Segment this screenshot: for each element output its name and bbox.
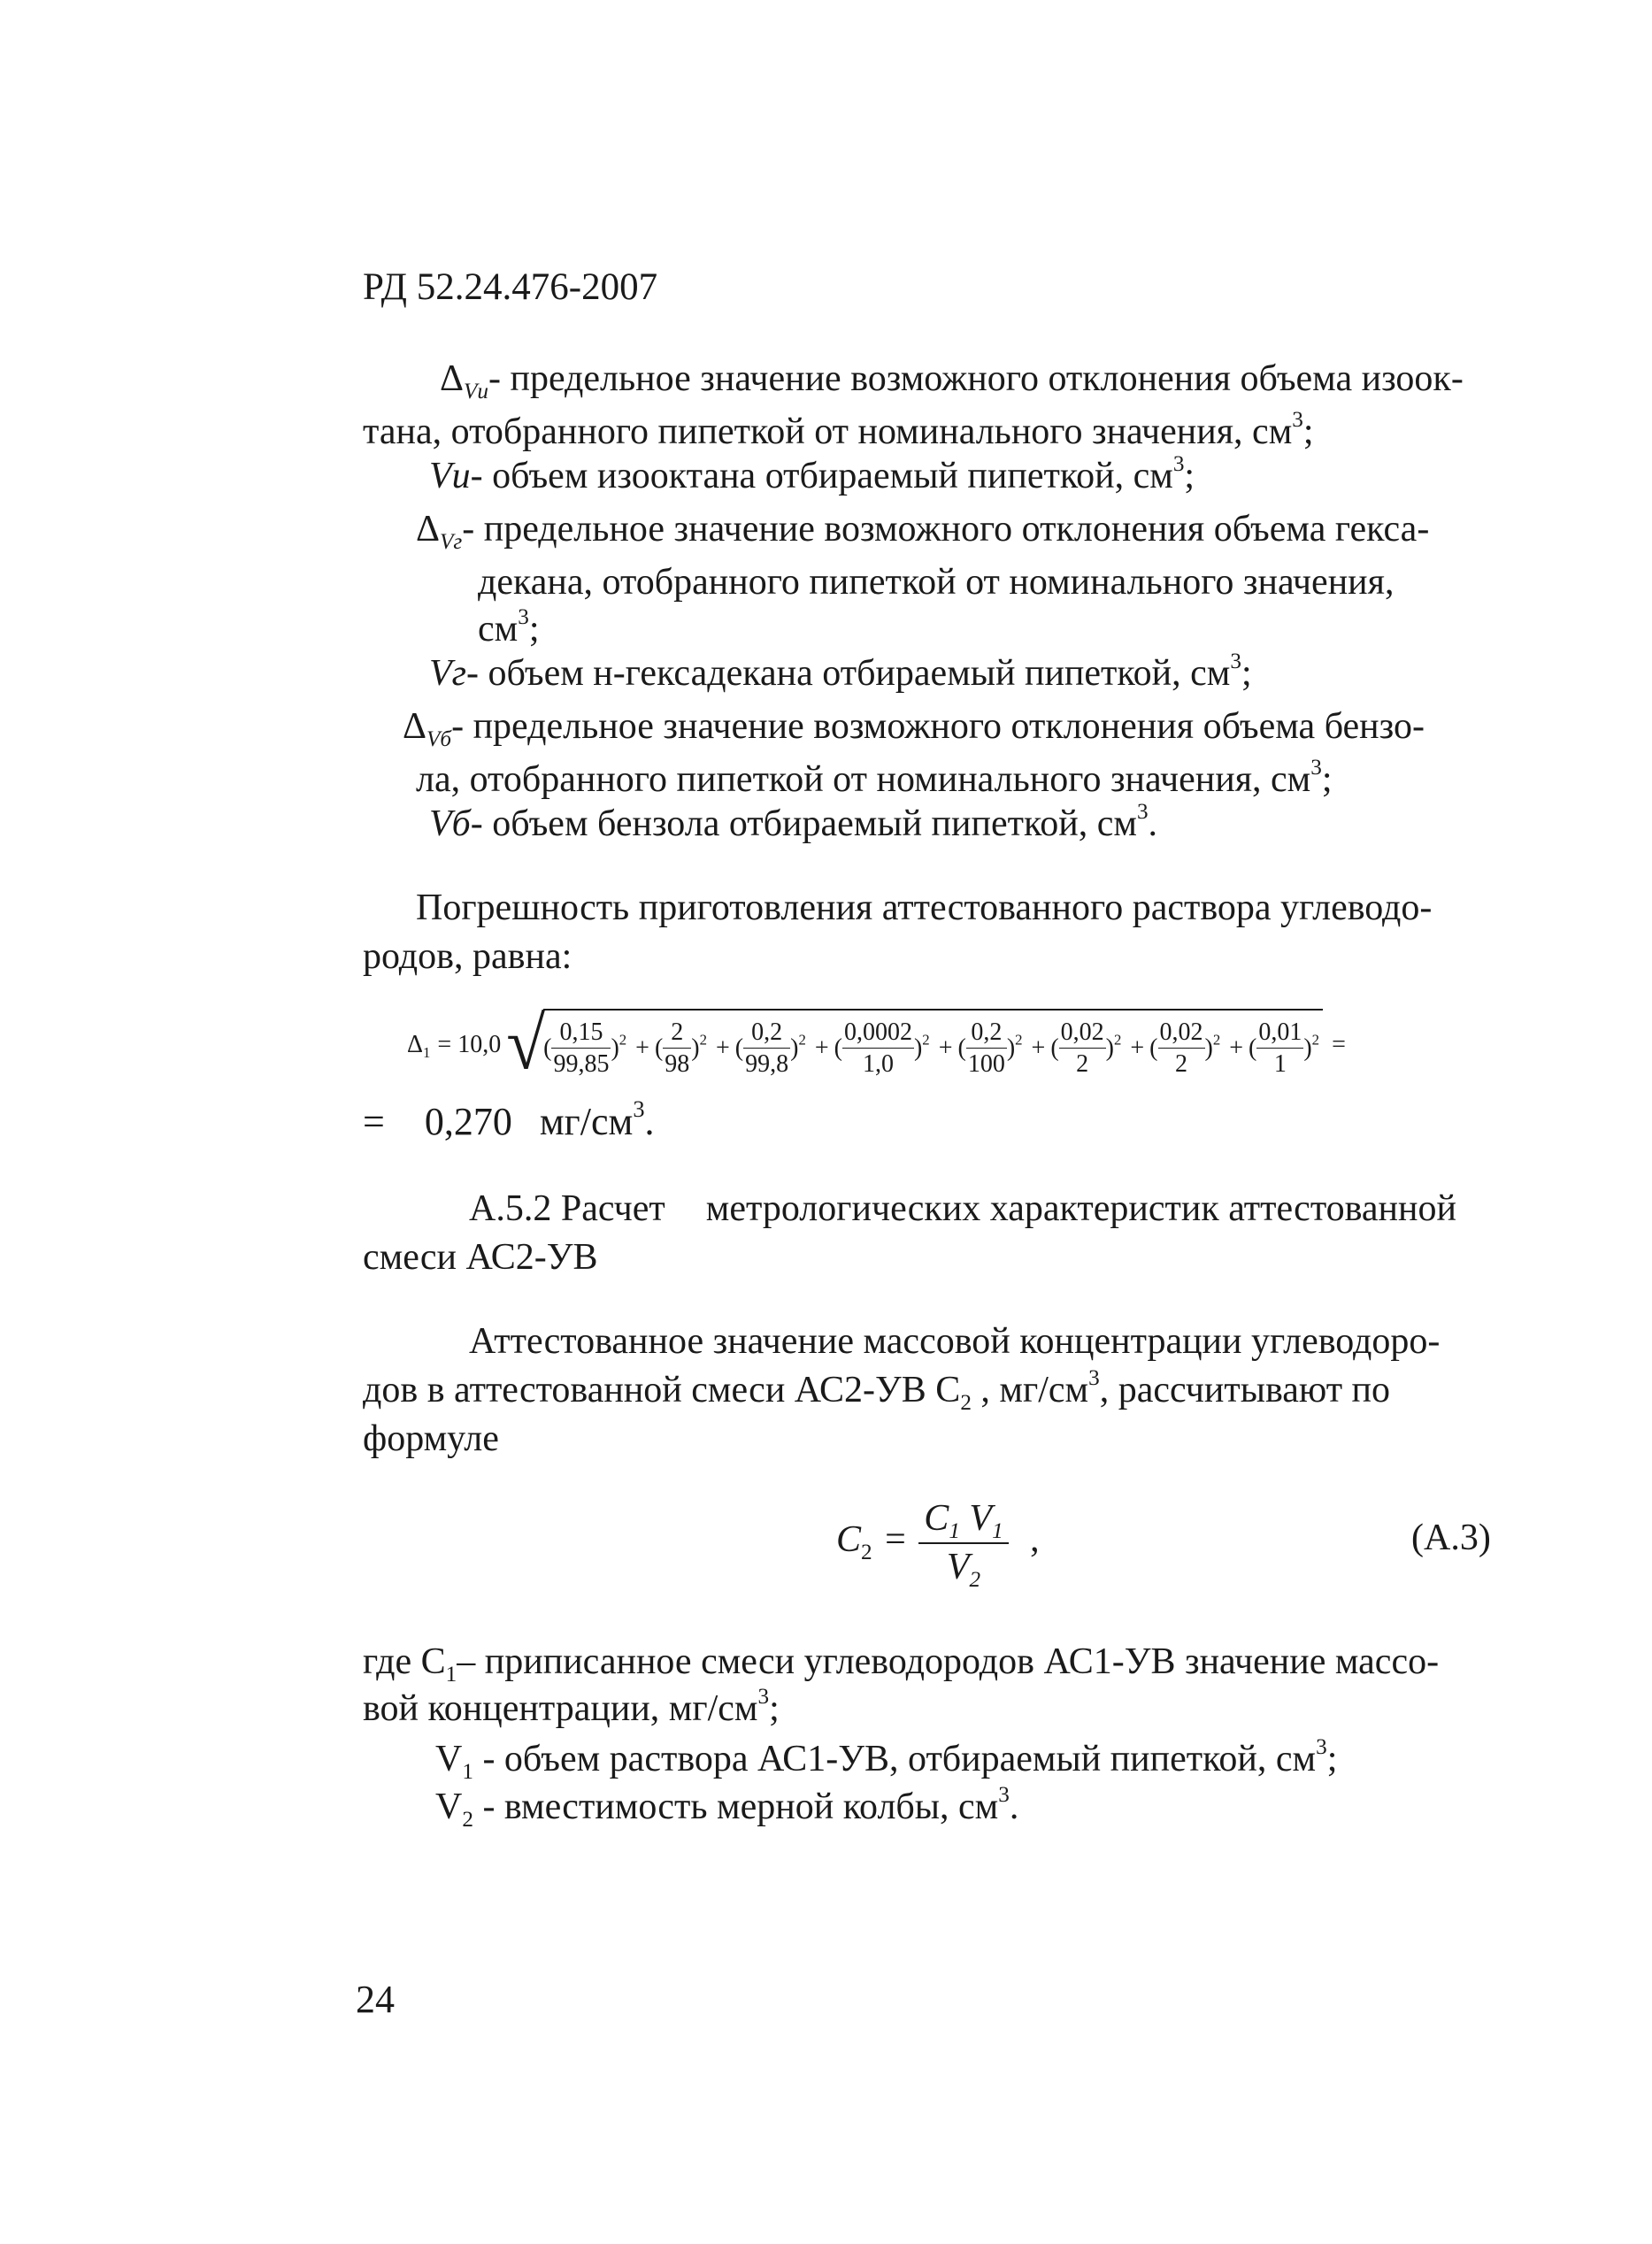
fraction-numerator: 0,2 <box>966 1017 1007 1049</box>
page-number: 24 <box>356 1978 395 2021</box>
definition-vg: Vг- объем н-гексадекана отбираемый пипеткой, $см^3$; <box>429 649 1252 694</box>
error-intro-line2: родов, равна: <box>363 936 572 977</box>
radicand-term: + ( $\frac{0,0002}{1,0}$ )$^2$ <box>814 1018 930 1078</box>
paragraph-concentration-line1: Аттестованное значение массовой концентрации углеводоро- <box>469 1321 1441 1362</box>
section-heading-line2: смеси АС2-УВ <box>363 1237 598 1278</box>
fraction-denominator: 98 <box>665 1049 690 1078</box>
fraction-denominator: 2 <box>1076 1049 1089 1078</box>
fraction-numerator: 0,0002 <box>842 1017 914 1049</box>
document-header: РД 52.24.476-2007 <box>363 266 658 308</box>
radicand-term: + ( $\frac{0,01}{1}$ )$^2$ <box>1229 1018 1320 1078</box>
fraction-denominator: 99,8 <box>745 1049 789 1078</box>
radicand-term: + ( $\frac{2}{98}$ )$^2$ <box>635 1018 707 1078</box>
paragraph-concentration-line3: формуле <box>363 1418 499 1459</box>
fraction-numerator: 0,02 <box>1158 1017 1205 1049</box>
definition-delta-vb-line1: $\Delta_{Vб}-$ предельное значение возможного отклонения объема бензо- <box>403 706 1425 751</box>
plus-sign: + <box>716 1034 730 1062</box>
radicand-term: + ( $\frac{0,2}{100}$ )$^2$ <box>938 1018 1023 1078</box>
plus-sign: + <box>635 1034 649 1062</box>
definition-delta-vg-line1: $\Delta_{Vг}-$ предельное значение возможного отклонения объема гекса- <box>416 509 1430 554</box>
fraction-numerator: 0,15 <box>551 1017 611 1049</box>
term-fraction <box>1256 1017 1303 1080</box>
term-fraction <box>1158 1017 1205 1080</box>
formula-coefficient: = 10,0 <box>437 1030 502 1058</box>
formula-result: = 0,270 $мг/см^3$. <box>363 1095 655 1143</box>
formula-equals: = <box>1332 1030 1346 1058</box>
definition-delta-vg-line3: $см^3$; <box>478 605 540 649</box>
term-fraction <box>551 1017 611 1080</box>
radicand <box>543 1009 1323 1080</box>
fraction-denominator: 100 <box>967 1049 1005 1078</box>
fraction-numerator: 2 <box>663 1017 691 1049</box>
formula-lhs: $\Delta_1$ <box>407 1030 431 1061</box>
fraction-denominator: 99,85 <box>553 1049 610 1078</box>
definition-vb: Vб- объем бензола отбираемый пипеткой, $см^3$. <box>429 800 1158 844</box>
plus-sign: + <box>938 1034 953 1062</box>
square-root <box>506 1003 1323 1086</box>
radicand-term: + ( $\frac{0,02}{2}$ )$^2$ <box>1031 1018 1122 1078</box>
definition-delta-vi-line1: $\Delta_{Vи}-$ предельное значение возможного отклонения объема изоок- <box>440 358 1464 403</box>
definition-delta-vg-line2: декана, отобранного пипеткой от номинального значения, <box>478 562 1395 603</box>
where-v2: $V_2$ - вместимость мерной колбы, $см^3$. <box>435 1783 1019 1832</box>
term-fraction <box>1059 1017 1106 1080</box>
fraction-denominator: 2 <box>1175 1049 1187 1078</box>
delta-symbol: Δ <box>440 358 465 399</box>
formula-a3-fraction: $\frac{C_1 V_1}{V_2}$ <box>918 1495 1008 1590</box>
plus-sign: + <box>1031 1034 1046 1062</box>
where-c1-line1: где $С_1-$ приписанное смеси углеводородов АС1-УВ значение массо- <box>363 1641 1440 1687</box>
where-v1: $V_1$ - объем раствора АС1-УВ, отбираемый пипеткой, $см^3$; <box>435 1735 1338 1784</box>
error-intro-line1: Погрешность приготовления аттестованного раствора углеводо- <box>416 888 1433 928</box>
definition-vi: Vи- объем изооктана отбираемый пипеткой, $см^3$; <box>429 452 1195 496</box>
definition-delta-vb-line2: ла, отобранного пипеткой от номинального значения, $см^3$; <box>416 756 1333 800</box>
formula-a3: $C_2$ = $\frac{C_1 V_1}{V_2}$ , <box>836 1495 1040 1590</box>
fraction-denominator: 1,0 <box>862 1049 894 1078</box>
fraction-numerator: 0,2 <box>743 1017 790 1049</box>
plus-sign: + <box>1229 1034 1244 1062</box>
plus-sign: + <box>814 1034 829 1062</box>
radical-sign: √ <box>506 1003 546 1086</box>
where-c1-line2: вой концентрации, $мг/см^3$; <box>363 1685 780 1729</box>
definition-delta-vi-line2: тана, отобранного пипеткой от номинального значения, $см^3$; <box>363 408 1314 452</box>
term-fraction <box>663 1017 691 1080</box>
term-fraction <box>743 1017 790 1080</box>
section-heading-line1: А.5.2 Расчет метрологических характеристик аттестованной <box>469 1188 1456 1229</box>
fraction-numerator: 0,02 <box>1059 1017 1106 1049</box>
radicand-term: + ( $\frac{0,2}{99,8}$ )$^2$ <box>716 1018 806 1078</box>
term-fraction <box>966 1017 1007 1080</box>
plus-sign: + <box>1130 1034 1145 1062</box>
radicand-term: + ( $\frac{0,02}{2}$ )$^2$ <box>1130 1018 1221 1078</box>
formula-a3-label: (А.3) <box>1411 1518 1491 1558</box>
radicand-term: ( $\frac{0,15}{99,85}$ )$^2$ <box>543 1018 627 1078</box>
fraction-numerator: 0,01 <box>1256 1017 1303 1049</box>
paragraph-concentration-line2: дов в аттестованной смеси АС2-УВ $С_2$ , $мг/см^3$, рассчитывают по <box>363 1366 1391 1415</box>
fraction-denominator: 1 <box>1273 1049 1287 1078</box>
term-fraction <box>842 1017 914 1080</box>
uncertainty-formula <box>407 1003 1346 1086</box>
